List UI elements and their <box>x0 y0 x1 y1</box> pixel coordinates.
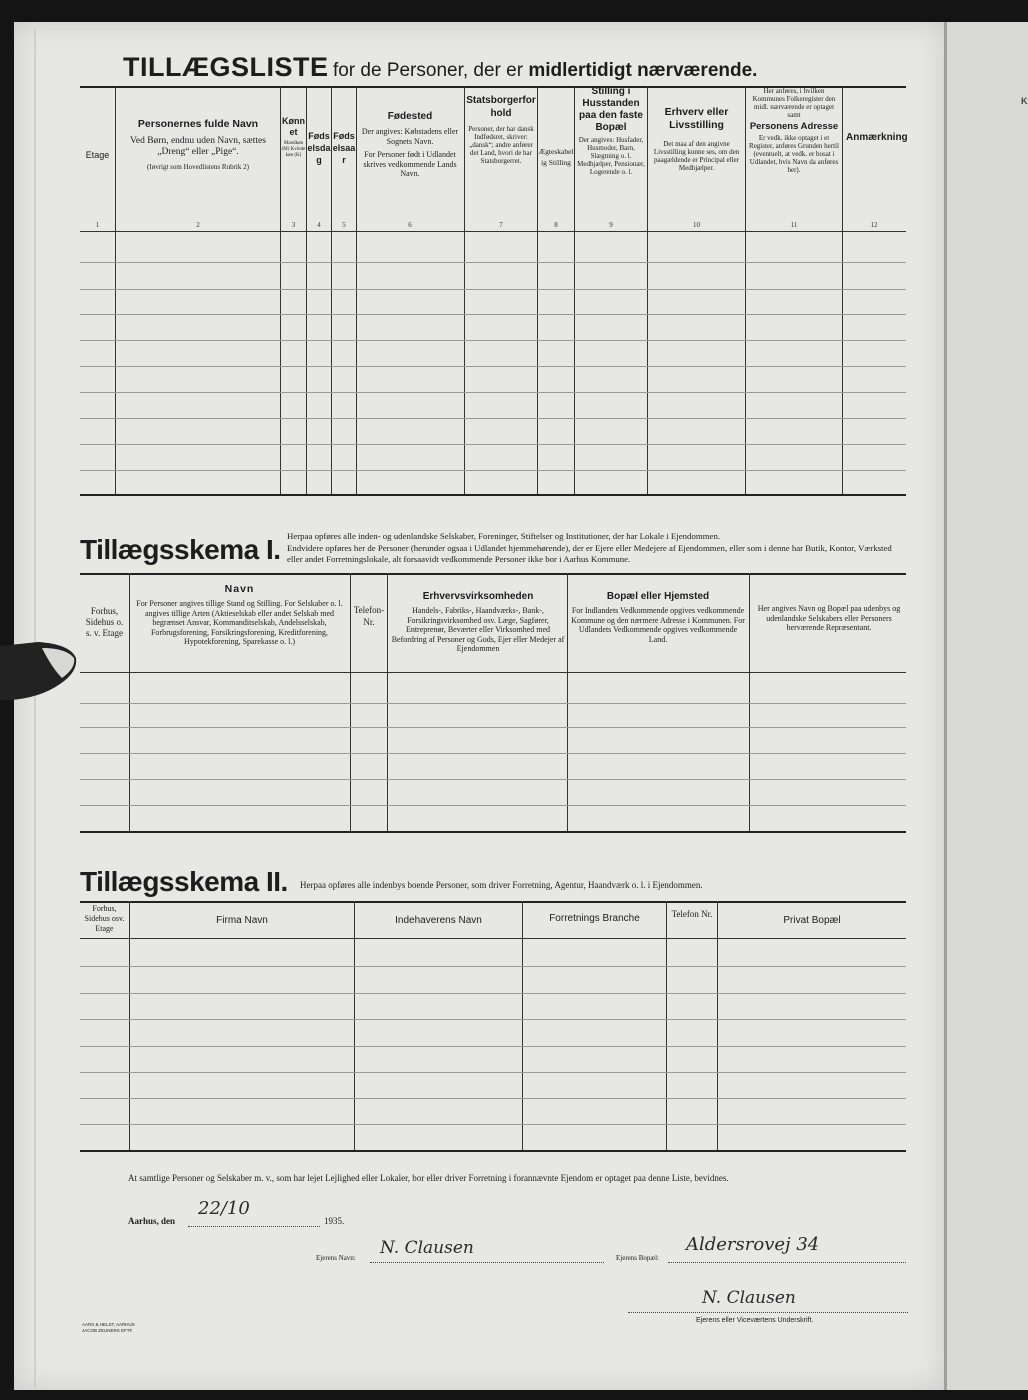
signature-label: Ejerens eller Viceværtens Underskrift. <box>696 1317 814 1324</box>
col-fodested-header: Fødested <box>387 111 433 122</box>
skema1-title: Tillægsskema I. <box>80 534 281 565</box>
skema1-col-bopael-cell <box>571 590 745 644</box>
skema1-col-bopael: Bopæl eller Hjemsted <box>606 591 710 602</box>
col-stats-num: 7 <box>499 221 503 229</box>
signature-handwritten: N. Clausen <box>702 1288 796 1308</box>
skema2-col-branche: Forretnings Branche <box>549 913 640 924</box>
adjacent-page <box>944 22 1028 1390</box>
col-stilling-num: 9 <box>609 221 613 229</box>
thumb-photo <box>0 640 78 702</box>
col-kon-cell <box>281 116 306 159</box>
skema1-intro-1: Herpaa opføres alle inden- og udenlandske Selskaber, Foreninger, Stiftelser og Institutioner, der har Lokale i Ejendommen. <box>287 531 721 541</box>
place-label: Aarhus, den <box>128 1216 176 1226</box>
col-anm-header: Anmærkning <box>846 132 908 143</box>
declaration-text: At samtlige Personer og Selskaber m. v., som har lejet Lejlighed eller Lokaler, bor eller driver Forretning i forannævnte Ejendom er optaget paa denne Liste, bevidnes. <box>128 1173 729 1183</box>
date-line <box>188 1226 320 1227</box>
skema1-col-telefon: Telefon-Nr. <box>353 605 385 627</box>
skema1-intro-2: Endvidere opføres her de Personer (herunder ogsaa i Udlandet hjemmehørende), der er Ejere eller Medejere af Ejendommen, eller som i denne har Butik, Kontor, Værksted eller andet Forretningslokale, alt forsaavidt vedkommende Personer ikke bor i Aarhus Kommune. <box>287 542 892 564</box>
col-stilling-cell <box>576 86 646 176</box>
owner-address-label: Ejerens Bopæl: <box>616 1254 659 1262</box>
skema1-col-navn-cell <box>133 583 346 647</box>
col-fodested-note: For Personer født i Udlandet skrives vedkommende Lands Navn. <box>363 150 457 178</box>
col-adresse-pre: Her anføres, i hvilken Kommunes Folkeregister den midl. nærværende er optaget samt <box>752 87 836 119</box>
col-fodested-cell <box>360 110 460 179</box>
signature-line <box>628 1312 908 1313</box>
title-main: TILLÆGSLISTE <box>123 52 329 82</box>
col-kon-sub: Mandkøn (M) Kvindekøn (K) <box>281 141 306 158</box>
owner-address-handwritten: Aldersrovej 34 <box>686 1234 820 1255</box>
col-kon-header: Kønnet <box>282 116 305 137</box>
skema1-col-bopael-sub: For Indlandets Vedkommende opgives vedkommende Kommune og den nærmere Adresse i Kommunen. For Udlandets Vedkommende opgives vedkommende Land. <box>571 606 745 644</box>
col-adresse-num: 11 <box>790 221 798 229</box>
col-stats-header: Statsborgerforhold <box>466 95 536 119</box>
col-adresse-sub: Er vedk. ikke optaget i et Register, anføres Grunden hertil (eventuelt, at vedk. er bosat i Udlandet, hvis Navn da anføres her). <box>749 134 839 174</box>
skema1-col-erhverv: Erhvervsvirksomheden <box>422 591 534 602</box>
skema2-col-firma: Firma Navn <box>216 915 268 926</box>
col-aegte-num: 8 <box>554 221 558 229</box>
col-erhverv-cell <box>650 106 743 172</box>
title-rest-a: for de Personer, der er <box>332 60 529 81</box>
col-erhverv-num: 10 <box>693 221 700 229</box>
owner-address-line <box>668 1262 906 1263</box>
col-kon-num: 3 <box>291 221 296 229</box>
col-navn-header: Personernes fulde Navn <box>137 118 259 130</box>
col-navn-cell <box>118 118 278 171</box>
date-handwritten: 22/10 <box>198 1198 250 1219</box>
adjacent-page-glyph: K <box>1021 96 1028 106</box>
year-label: 1935. <box>324 1216 345 1226</box>
skema2-col-forhus: Forhus, Sidehus osv. Etage <box>84 904 125 933</box>
col-aar-header: Fødselsaar <box>332 131 356 165</box>
skema1-col-navn-sub: For Personer angives tillige Stand og Stilling. For Selskaber o. l. angives tillige Arten (Aktieselskab eller andet Selskab med begrænset Ansvar, Kommanditselskab, Andelsselskab, Forbrugsforening, Forsikringsforening, Kreditforening, Hypotekforening, Sparekasse o. l.) <box>136 599 343 646</box>
col-anm-num: 12 <box>870 221 878 229</box>
title-rest-b: midlertidigt nærværende. <box>528 60 758 81</box>
owner-name-handwritten: N. Clausen <box>380 1238 474 1258</box>
skema1-col-erhverv-cell <box>391 590 565 654</box>
col-stats-cell <box>466 94 536 165</box>
skema1-col-repr: Her angives Navn og Bopæl paa udenbys og udenlandske Selskabers eller Personers herværende Repræsentant. <box>757 604 901 632</box>
col-etage-num: 1 <box>95 221 100 229</box>
skema2-title: Tillægsskema II. <box>80 866 288 897</box>
skema2-intro: Herpaa opføres alle indenbys boende Personer, som driver Forretning, Agentur, Haandværk o. l. i Ejendommen. <box>300 880 703 890</box>
col-aegte-header: Ægteskabelig Stilling <box>538 147 574 167</box>
col-fodested-sub: Der angives: Købstadens eller Sognets Navn. <box>361 127 459 146</box>
skema2-col-bopael: Privat Bopæl <box>783 915 841 926</box>
col-etage-header: Etage <box>85 150 110 160</box>
col-adresse-cell <box>747 87 841 174</box>
skema1-col-navn: Navn <box>224 583 255 595</box>
printer-mark: AARS & HELST, AARHUS JACOB ZEUNERS EFTF. <box>82 1322 135 1333</box>
col-navn-sub: Ved Børn, endnu uden Navn, sættes „Dreng“ eller „Pige“. <box>130 136 266 157</box>
skema1-col-erhverv-sub: Handels-, Fabriks-, Haandværks-, Bank-, Forsikringsvirksomhed osv. Læge, Sagfører, Entreprenør, Beværter eller Virksomhed med Befordring af Personer og Gods, Ejer eller Medejer af Ejendommen <box>391 606 565 653</box>
col-dag-header: Fødselsdag <box>307 131 331 165</box>
col-stats-sub: Personer, der har dansk Indfødsret, skriver: „dansk“; andre anfører det Land, hvori de har Statsborgerret. <box>468 125 534 165</box>
col-erhverv-header: Erhverv eller Livsstilling <box>664 106 729 131</box>
col-stilling-sub: Der angives: Husfader, Husmoder, Barn, Slægtning o. l. Medhjælper, Pensionær, Logerende o. l. <box>577 136 645 176</box>
col-adresse-header: Personens Adresse <box>749 121 839 132</box>
col-aar-num: 5 <box>342 221 346 229</box>
col-fodested-num: 6 <box>408 221 412 229</box>
page-title <box>123 52 757 83</box>
col-stilling-header: Stilling i Husstanden paa den faste Bopæl <box>579 86 643 133</box>
col-dag-num: 4 <box>317 221 321 229</box>
page-edge <box>34 28 36 1388</box>
skema2-col-indehaver: Indehaverens Navn <box>395 915 482 926</box>
col-erhverv-sub: Det maa af den angivne Livsstilling kunne ses, om den paagældende er Principal eller Medhjælper. <box>653 140 740 172</box>
skema2-col-telefon: Telefon Nr. <box>671 909 713 919</box>
owner-name-line <box>370 1262 604 1263</box>
col-navn-num: 2 <box>196 221 200 229</box>
skema1-intro <box>287 531 907 566</box>
skema1-col-forhus: Forhus, Sidehus o. s. v. Etage <box>85 606 124 638</box>
col-navn-note: (Iøvrigt som Hovedlistens Rubrik 2) <box>147 163 249 171</box>
owner-name-label: Ejerens Navn: <box>316 1254 356 1262</box>
